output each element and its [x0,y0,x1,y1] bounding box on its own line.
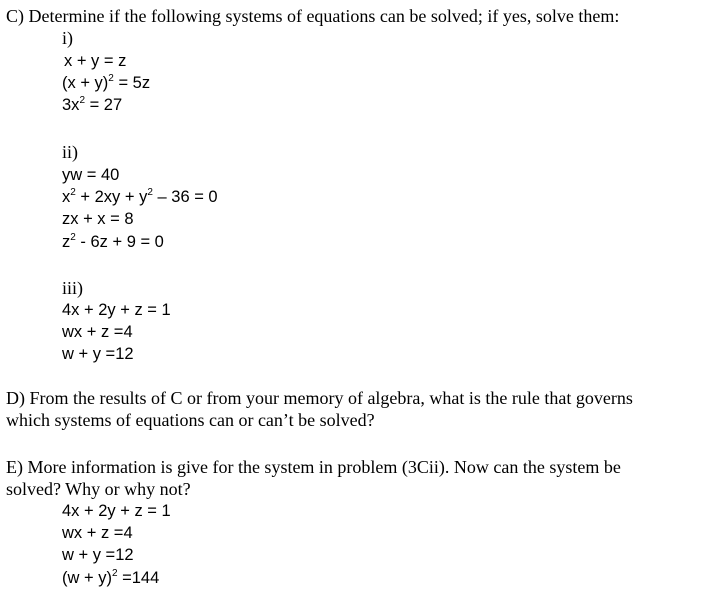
section-e-equation-2: wx + z =4 [62,524,133,542]
system-ii-label: ii) [62,142,78,162]
system-i-equation-3: $3x^2 = 27$ [62,95,123,114]
section-e-equation-4: $(w + y)^2 =144$ [62,568,160,587]
system-i-equation-2: $(x + y)^2 = 5z$ [62,73,151,92]
system-ii-equation-2: $x^2 + 2xy + y^2 - 36 = 0$ [62,187,218,206]
system-i-label: i) [62,28,73,48]
system-ii-equation-4: $z^2 - 6z + 9 = 0$ [62,232,164,251]
system-iii-label: iii) [62,278,83,298]
system-ii-equation-3: zx + x = 8 [62,210,134,228]
system-iii-equation-1: 4x + 2y + z = 1 [62,301,171,319]
system-iii-equation-2: wx + z =4 [62,323,133,341]
system-iii-equation-3: w + y =12 [62,345,134,363]
section-d-line-1: D) From the results of C or from your memory of algebra, what is the rule that governs [6,388,633,408]
section-e-equation-1: 4x + 2y + z = 1 [62,502,171,520]
section-e-line-2: solved? Why or why not? [6,479,191,499]
section-e-line-1: E) More information is give for the system in problem (3Cii). Now can the system be [6,457,621,477]
system-i-equation-1: x + y = z [64,52,127,70]
system-ii-equation-1: yw = 40 [62,166,120,184]
section-e-equation-3: w + y =12 [62,546,134,564]
section-c-heading: C) Determine if the following systems of equations can be solved; if yes, solve them: [6,6,620,26]
section-d-line-2: which systems of equations can or can’t be solved? [6,410,375,430]
